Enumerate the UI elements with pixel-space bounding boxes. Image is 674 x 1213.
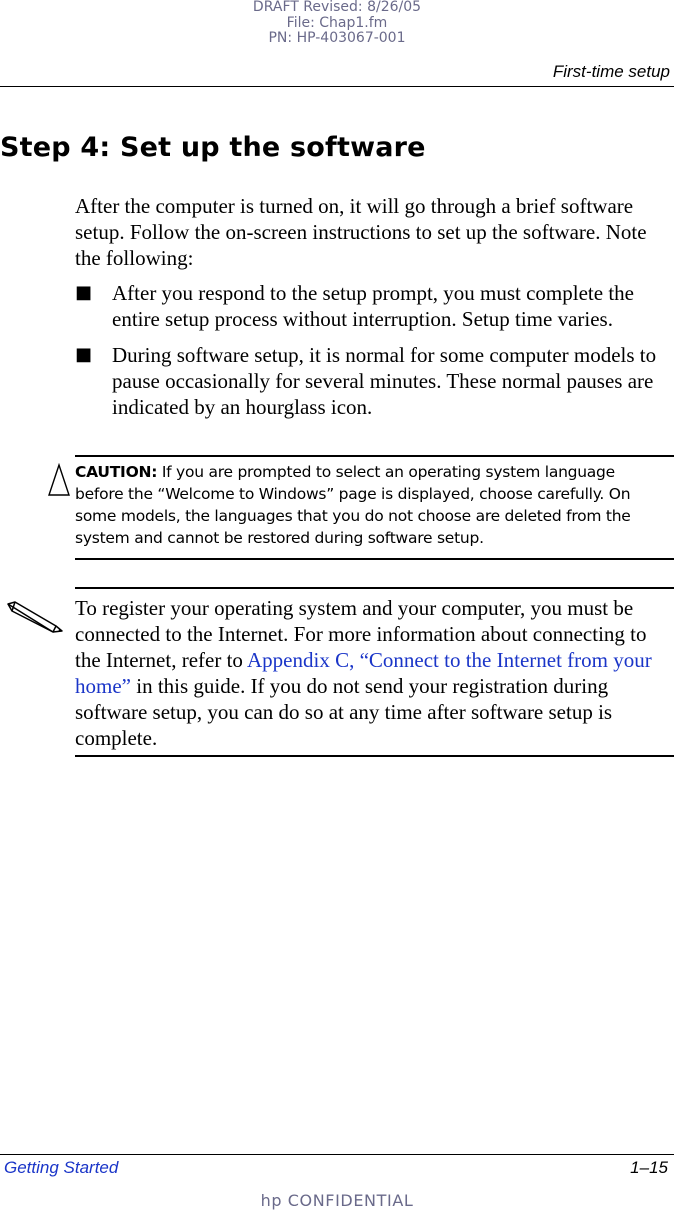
note-bottom-rule bbox=[75, 755, 674, 757]
running-head: First-time setup bbox=[552, 62, 670, 81]
caution-label: CAUTION: bbox=[75, 463, 158, 481]
caution-top-rule bbox=[75, 455, 674, 457]
note-top-rule bbox=[75, 587, 674, 589]
footer-rule bbox=[0, 1154, 674, 1155]
note-paragraph bbox=[75, 595, 665, 751]
caution-paragraph bbox=[75, 461, 665, 549]
draft-header bbox=[0, 0, 674, 47]
bullet-text: During software setup, it is normal for some computer models to pause occasionally for several minutes. These normal pauses are indicated by an hourglass icon. bbox=[112, 343, 657, 419]
intro-paragraph: After the computer is turned on, it will go through a brief software setup. Follow the on-screen instructions to set up the software. Note the following: bbox=[75, 194, 647, 270]
list-item bbox=[75, 280, 665, 332]
section-title: Step 4: Set up the software bbox=[0, 132, 426, 163]
note-text-after: in this guide. If you do not send your registration during software setup, you can do so at any time after software setup is complete. bbox=[75, 674, 613, 750]
draft-file: File: Chap1.fm bbox=[286, 14, 388, 31]
list-item bbox=[75, 342, 665, 420]
confidential-label: hp CONFIDENTIAL bbox=[260, 1191, 414, 1210]
pencil-icon bbox=[4, 600, 66, 639]
bullet-marker: ■ bbox=[75, 282, 93, 303]
draft-part-number: PN: HP-403067-001 bbox=[268, 30, 406, 46]
page-number: 1–15 bbox=[630, 1158, 668, 1177]
bullet-marker: ■ bbox=[75, 344, 93, 365]
appendix-c-link[interactable]: Appendix C, “Connect to the Internet from your home” bbox=[75, 648, 652, 698]
bullet-text: After you respond to the setup prompt, you must complete the entire setup process without interruption. Setup time varies. bbox=[112, 281, 634, 331]
caution-triangle-icon bbox=[48, 463, 70, 502]
note-text-before: To register your operating system and your computer, you must be connected to the Internet. For more information about connecting to the Internet, refer to bbox=[75, 596, 647, 672]
draft-revised: DRAFT Revised: 8/26/05 bbox=[252, 0, 422, 15]
header-rule bbox=[0, 86, 674, 87]
caution-bottom-rule bbox=[75, 558, 674, 560]
footer-book-title: Getting Started bbox=[4, 1158, 119, 1177]
caution-text: If you are prompted to select an operating system language before the “Welcome to Windows” page is displayed, choose carefully. On some models, the languages that you do not choose are deleted from the system and cannot be restored during software setup. bbox=[75, 463, 631, 547]
bullet-list bbox=[75, 280, 665, 430]
